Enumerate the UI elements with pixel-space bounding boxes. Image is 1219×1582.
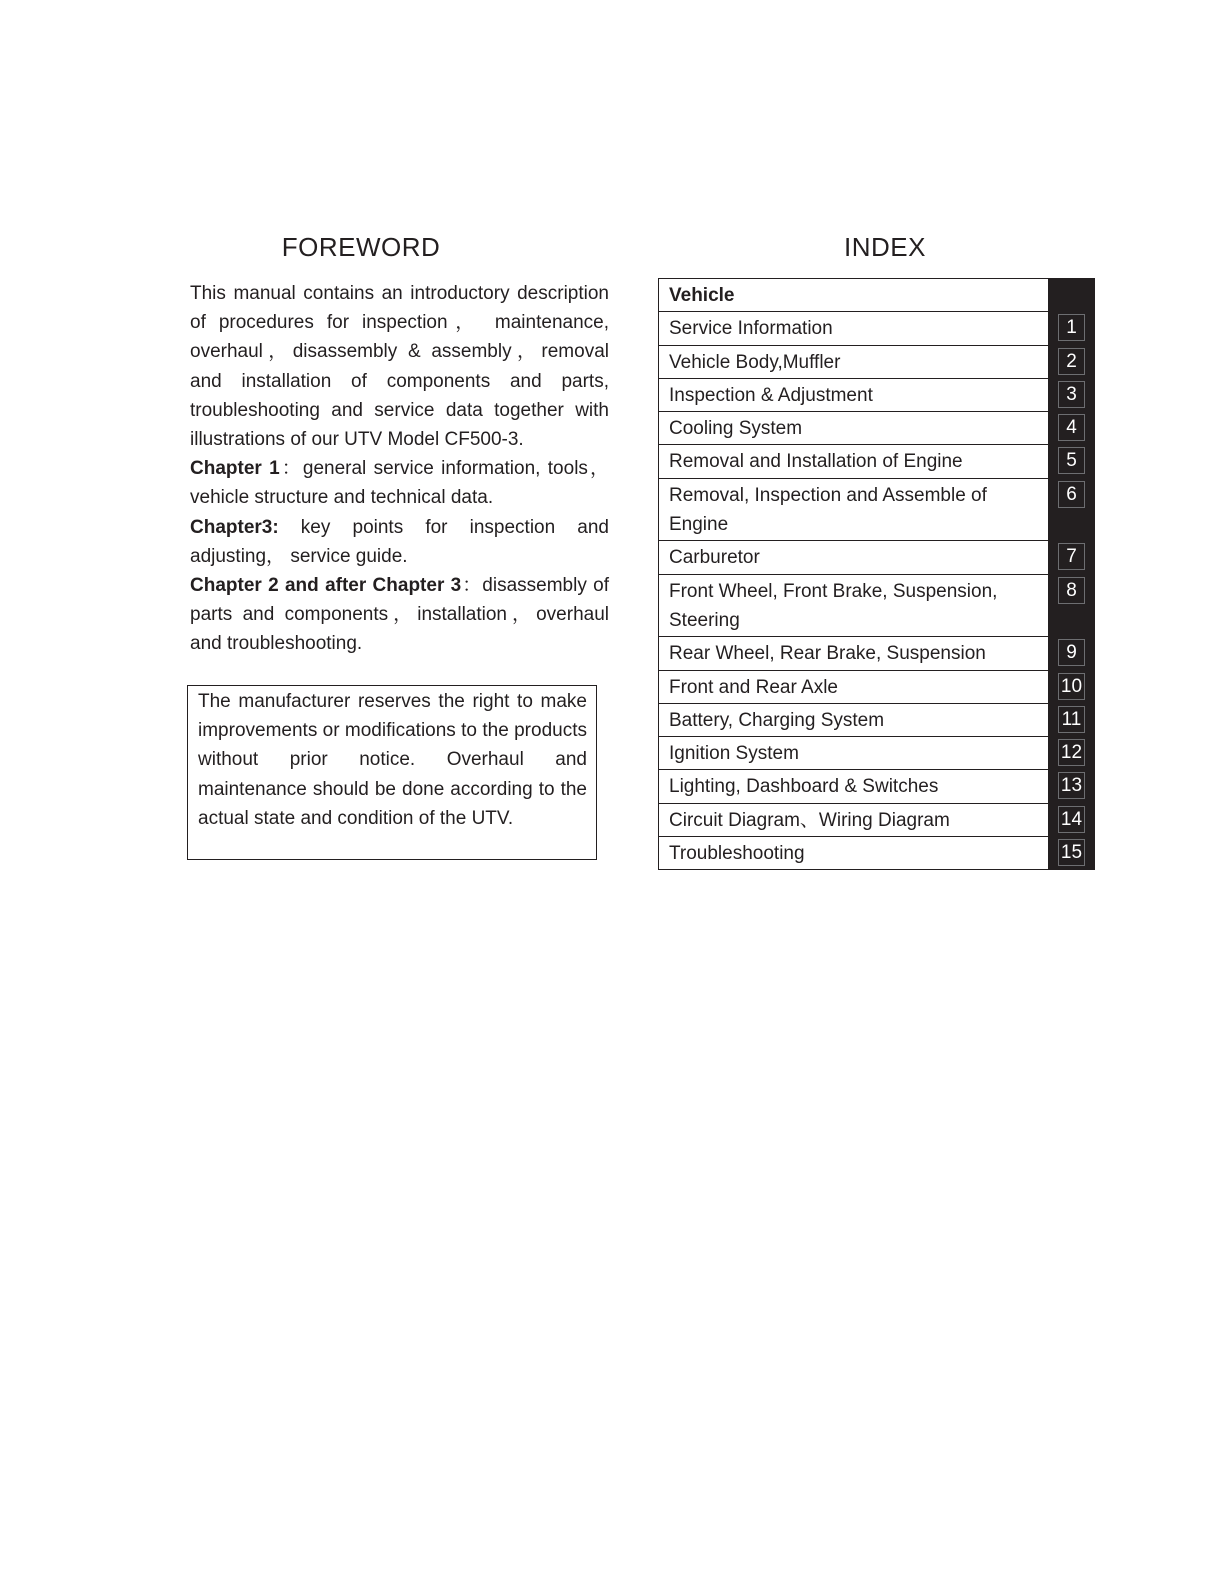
index-header-row [659, 279, 1096, 312]
index-row[interactable] [659, 637, 1096, 670]
index-row[interactable] [659, 703, 1096, 736]
chapter3-note [190, 513, 609, 571]
chapter2-note [190, 571, 609, 659]
index-row-tab [1049, 478, 1096, 541]
chapter-number[interactable]: 7 [1058, 543, 1085, 570]
index-row[interactable] [659, 378, 1096, 411]
index-row-tab [1049, 737, 1096, 770]
index-row-tab [1049, 574, 1096, 637]
index-row-label[interactable]: Troubleshooting [659, 837, 1049, 870]
index-title: INDEX [844, 232, 926, 262]
chapter2-label: Chapter 2 and after Chapter 3 [190, 575, 462, 597]
chapter-number[interactable]: 12 [1058, 739, 1085, 766]
index-row-tab [1049, 837, 1096, 870]
index-row-tab [1049, 803, 1096, 836]
index-row-label[interactable]: Front Wheel, Front Brake, Suspension, Steering [659, 574, 1049, 637]
chapter-number[interactable]: 8 [1058, 577, 1085, 604]
chapter-number[interactable]: 5 [1058, 447, 1085, 474]
chapter-number[interactable]: 6 [1058, 481, 1085, 508]
chapter2-text: ：disassembly of parts and components，installation，overhaul and troubleshooting. [190, 575, 609, 655]
index-header-tab [1049, 279, 1096, 312]
index-row[interactable] [659, 412, 1096, 445]
index-row-label[interactable]: Service Information [659, 312, 1049, 345]
index-row-tab [1049, 312, 1096, 345]
index-row-tab [1049, 637, 1096, 670]
index-row[interactable] [659, 312, 1096, 345]
chapter1-label: Chapter 1 [190, 458, 280, 480]
chapter-number[interactable]: 11 [1058, 706, 1085, 733]
index-header-label: Vehicle [659, 279, 1049, 312]
index-row-label[interactable]: Ignition System [659, 737, 1049, 770]
chapter-number[interactable]: 9 [1058, 639, 1085, 666]
index-row-label[interactable]: Battery, Charging System [659, 703, 1049, 736]
chapter-number[interactable]: 1 [1058, 314, 1085, 341]
index-table [658, 278, 1095, 870]
index-row-tab [1049, 345, 1096, 378]
chapter-number[interactable]: 4 [1058, 414, 1085, 441]
chapter-number[interactable]: 3 [1058, 381, 1085, 408]
index-row-label[interactable]: Carburetor [659, 541, 1049, 574]
index-row[interactable] [659, 478, 1096, 541]
index-row-label[interactable]: Vehicle Body,Muffler [659, 345, 1049, 378]
index-row[interactable] [659, 345, 1096, 378]
index-row-label[interactable]: Removal, Inspection and Assemble of Engine [659, 478, 1049, 541]
foreword-intro: This manual contains an introductory description of procedures for inspection， maintenance, overhaul，disassembly & assembly，removal and installation of components and parts, troubleshooting and service data together with illustrations of our UTV Model CF500-3. [190, 283, 609, 451]
index-row[interactable] [659, 803, 1096, 836]
index-row-tab [1049, 541, 1096, 574]
chapter1-note [190, 454, 609, 512]
index-row-label[interactable]: Circuit Diagram、Wiring Diagram [659, 803, 1049, 836]
index-row-tab [1049, 670, 1096, 703]
chapter1-text: ：general service information, tools， vehicle structure and technical data. [190, 458, 609, 509]
chapter-number[interactable]: 15 [1058, 839, 1085, 866]
notice-text: The manufacturer reserves the right to make improvements or modifications to the products without prior notice. Overhaul and maintenance should be done according to the actual state and condition of the UTV. [198, 691, 587, 829]
index-row[interactable] [659, 445, 1096, 478]
index-row[interactable] [659, 541, 1096, 574]
foreword-title: FOREWORD [281, 232, 441, 262]
chapter-number[interactable]: 10 [1058, 673, 1085, 700]
index-row[interactable] [659, 670, 1096, 703]
chapter3-text: key points for inspection and adjusting， service guide. [190, 516, 609, 567]
notice-box [187, 685, 597, 860]
index-row-tab [1049, 378, 1096, 411]
index-row-label[interactable]: Lighting, Dashboard & Switches [659, 770, 1049, 803]
foreword-body [190, 279, 609, 659]
index-row-label[interactable]: Rear Wheel, Rear Brake, Suspension [659, 637, 1049, 670]
chapter-number[interactable]: 13 [1058, 772, 1085, 799]
index-row[interactable] [659, 737, 1096, 770]
index-row-label[interactable]: Inspection & Adjustment [659, 378, 1049, 411]
chapter-number[interactable]: 14 [1058, 806, 1085, 833]
index-row[interactable] [659, 574, 1096, 637]
index-row-label[interactable]: Removal and Installation of Engine [659, 445, 1049, 478]
index-row[interactable] [659, 770, 1096, 803]
index-row[interactable] [659, 837, 1096, 870]
index-row-label[interactable]: Cooling System [659, 412, 1049, 445]
index-row-label[interactable]: Front and Rear Axle [659, 670, 1049, 703]
index-row-tab [1049, 703, 1096, 736]
chapter-number[interactable]: 2 [1058, 348, 1085, 375]
index-row-tab [1049, 770, 1096, 803]
index-row-tab [1049, 445, 1096, 478]
chapter3-label: Chapter3: [190, 516, 279, 538]
index-row-tab [1049, 412, 1096, 445]
